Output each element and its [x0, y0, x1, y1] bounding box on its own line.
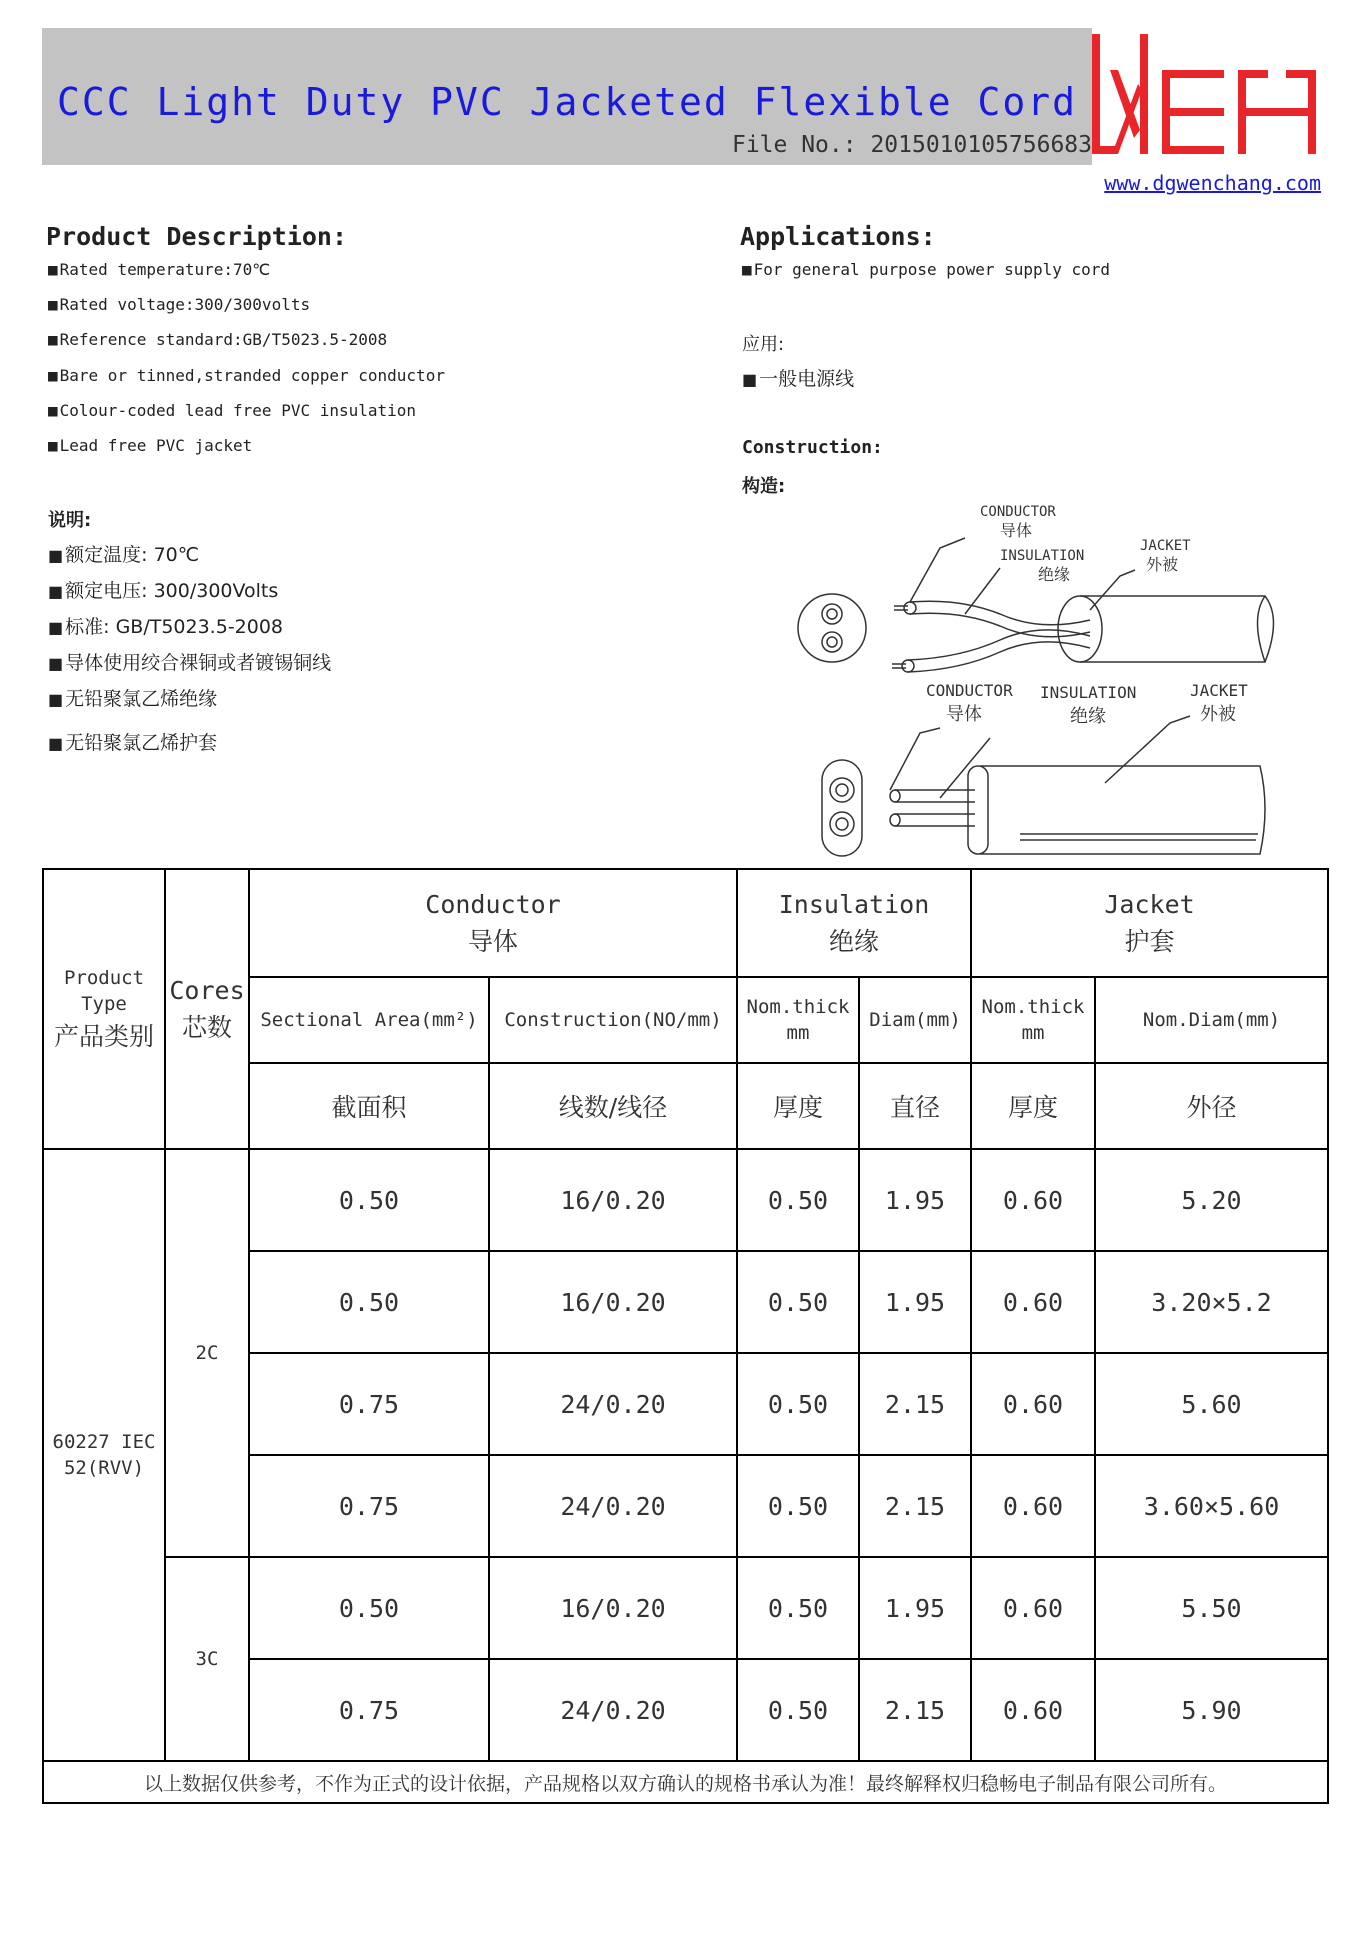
product-description-title: Product Description: [46, 222, 348, 251]
flat-jacket-cn: 外被 [1200, 704, 1236, 725]
list-item: ■ 一般电源线 [742, 368, 855, 390]
cn-ins-thick: 厚度 [737, 1063, 859, 1149]
list-item: ■ Rated voltage:300/300volts [48, 295, 311, 314]
cn-ins-diam: 直径 [859, 1063, 971, 1149]
website-link[interactable]: www.dgwenchang.com [1104, 171, 1321, 195]
list-item: ■ 标准: GB/T5023.5-2008 [48, 616, 284, 638]
cell: 0.60 [971, 1149, 1095, 1251]
cell: 1.95 [859, 1251, 971, 1353]
header-bar [42, 28, 1092, 165]
cell: 5.90 [1095, 1659, 1328, 1761]
list-item: ■ Rated temperature:70℃ [48, 260, 271, 279]
cn-sectional-area: 截面积 [249, 1063, 489, 1149]
cell: 2.15 [859, 1659, 971, 1761]
construction-cn-title: 构造: [742, 476, 786, 497]
cell: 0.50 [249, 1557, 489, 1659]
jacket-header: Jacket 护套 [971, 869, 1328, 977]
cell: 0.50 [737, 1659, 859, 1761]
wch-logo-icon [1090, 30, 1322, 162]
table-footnote: 以上数据仅供参考，不作为正式的设计依据，产品规格以双方确认的规格书承认为准！最终解释权归稳畅电子制品有限公司所有。 [43, 1761, 1328, 1803]
construction-title: Construction: [742, 437, 883, 458]
construction-diagram [790, 498, 1290, 862]
description-cn-title: 说明: [48, 510, 92, 531]
flat-conductor-label: CONDUCTOR [926, 681, 1013, 700]
specification-table [42, 868, 1329, 1804]
cell: 0.60 [971, 1455, 1095, 1557]
file-number: File No.: 2015010105756683 [731, 132, 1092, 158]
cell: 3.60×5.60 [1095, 1455, 1328, 1557]
flat-jacket-label: JACKET [1190, 681, 1248, 700]
flat-insulation-cn: 绝缘 [1070, 706, 1106, 727]
product-type-header: Product Type 产品类别 [43, 869, 165, 1149]
cell: 0.50 [737, 1455, 859, 1557]
cell: 0.75 [249, 1455, 489, 1557]
cell: 0.75 [249, 1353, 489, 1455]
cell: 16/0.20 [489, 1557, 737, 1659]
construction-header: Construction(NO/mm) [489, 977, 737, 1063]
applications-cn-title: 应用: [742, 334, 785, 355]
list-item: ■ 无铅聚氯乙烯绝缘 [48, 688, 218, 710]
cell: 0.50 [737, 1557, 859, 1659]
cell: 5.60 [1095, 1353, 1328, 1455]
cell: 1.95 [859, 1557, 971, 1659]
ins-nom-thick-header: Nom.thick mm [737, 977, 859, 1063]
cell: 5.20 [1095, 1149, 1328, 1251]
insulation-header: Insulation 绝缘 [737, 869, 971, 977]
round-conductor-label: CONDUCTOR [980, 504, 1056, 520]
cell: 5.50 [1095, 1557, 1328, 1659]
cell: 16/0.20 [489, 1251, 737, 1353]
list-item: ■ Colour-coded lead free PVC insulation [48, 401, 417, 420]
list-item: ■ 额定温度: 70℃ [48, 544, 200, 566]
company-logo [1090, 30, 1322, 166]
cores-header: Cores 芯数 [165, 869, 249, 1149]
product-type-cell: 60227 IEC 52(RVV) [43, 1149, 165, 1761]
cell: 0.75 [249, 1659, 489, 1761]
jkt-nom-thick-header: Nom.thick mm [971, 977, 1095, 1063]
conductor-header: Conductor 导体 [249, 869, 737, 977]
cell: 3.20×5.2 [1095, 1251, 1328, 1353]
page-title: CCC Light Duty PVC Jacketed Flexible Cord [57, 80, 1077, 124]
cores-cell: 3C [165, 1557, 249, 1761]
list-item: ■ Reference standard:GB/T5023.5-2008 [48, 330, 388, 349]
list-item: ■ 额定电压: 300/300Volts [48, 580, 279, 602]
cell: 16/0.20 [489, 1149, 737, 1251]
cell: 0.60 [971, 1659, 1095, 1761]
cell: 24/0.20 [489, 1455, 737, 1557]
applications-list [742, 260, 1110, 279]
cell: 2.15 [859, 1353, 971, 1455]
applications-title: Applications: [740, 222, 936, 251]
cell: 0.50 [737, 1251, 859, 1353]
applications-cn-list [742, 364, 854, 391]
cell: 0.50 [737, 1149, 859, 1251]
cell: 0.60 [971, 1251, 1095, 1353]
cell: 1.95 [859, 1149, 971, 1251]
sectional-area-header: Sectional Area(mm²) [249, 977, 489, 1063]
product-description-list [48, 260, 445, 471]
description-cn-list [48, 540, 331, 764]
table-row [43, 1557, 1328, 1659]
cell: 0.50 [249, 1149, 489, 1251]
jkt-nom-diam-header: Nom.Diam(mm) [1095, 977, 1328, 1063]
cn-construction: 线数/线径 [489, 1063, 737, 1149]
cell: 0.60 [971, 1557, 1095, 1659]
list-item: ■ 无铅聚氯乙烯护套 [48, 732, 218, 754]
list-item: ■ 导体使用绞合裸铜或者镀锡铜线 [48, 652, 332, 674]
round-jacket-label: JACKET [1140, 538, 1191, 554]
cell: 2.15 [859, 1455, 971, 1557]
cn-jkt-diam: 外径 [1095, 1063, 1328, 1149]
table-row [43, 1149, 1328, 1251]
round-jacket-cn: 外被 [1146, 555, 1179, 574]
flat-insulation-label: INSULATION [1040, 683, 1137, 702]
cell: 24/0.20 [489, 1353, 737, 1455]
list-item: ■ Lead free PVC jacket [48, 436, 253, 455]
cn-jkt-thick: 厚度 [971, 1063, 1095, 1149]
list-item: ■ Bare or tinned,stranded copper conductor [48, 366, 445, 385]
list-item: ■ For general purpose power supply cord [742, 260, 1111, 279]
cell: 0.50 [737, 1353, 859, 1455]
round-conductor-cn: 导体 [1000, 521, 1033, 540]
round-insulation-cn: 绝缘 [1038, 565, 1071, 584]
cell: 0.50 [249, 1251, 489, 1353]
cell: 0.60 [971, 1353, 1095, 1455]
cell: 24/0.20 [489, 1659, 737, 1761]
cores-cell: 2C [165, 1149, 249, 1557]
ins-diam-header: Diam(mm) [859, 977, 971, 1063]
round-insulation-label: INSULATION [1000, 548, 1085, 564]
flat-conductor-cn: 导体 [946, 704, 982, 725]
